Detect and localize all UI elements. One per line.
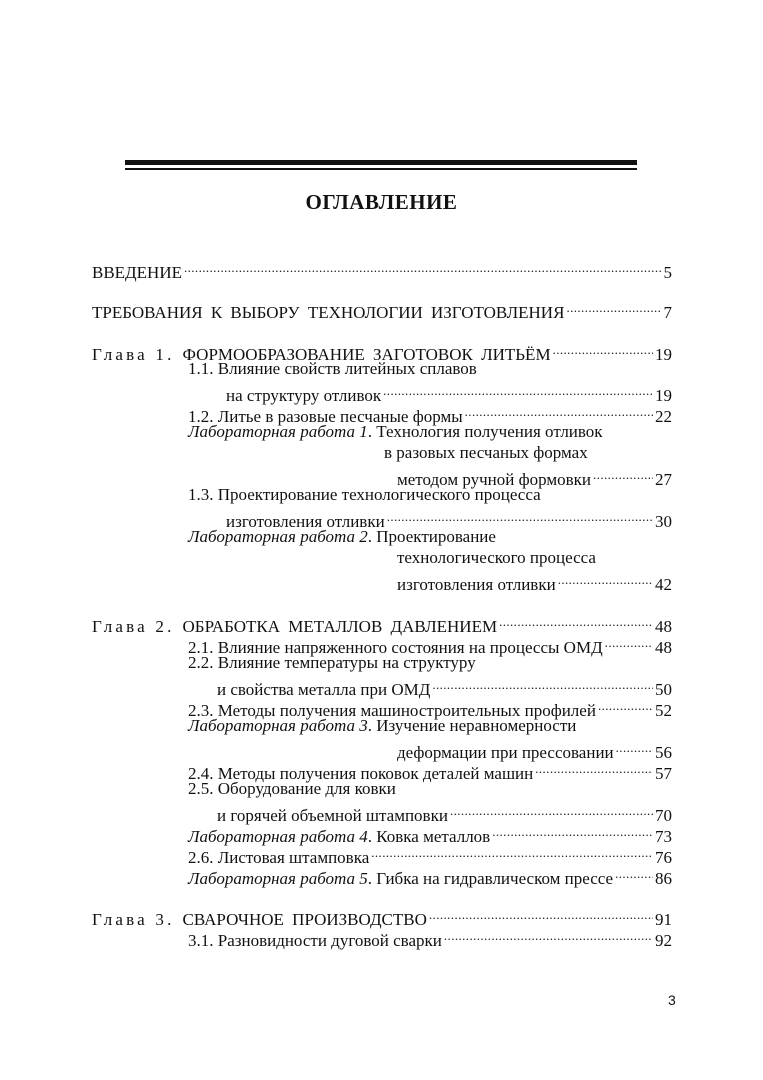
toc-section-1-2[interactable]: 1.2. Литье в разовые песчаные формы ..... 22	[188, 400, 672, 422]
dot-leader	[605, 631, 653, 653]
toc-entry-requirements[interactable]: ТРЕБОВАНИЯ К ВЫБОРУ ТЕХНОЛОГИИ ИЗГОТОВЛЕНИЯ ..... 7	[92, 296, 672, 318]
dot-leader	[383, 379, 653, 401]
dot-leader	[598, 694, 653, 716]
toc-lab-2[interactable]: изготовления отливки ..... 42	[397, 568, 672, 590]
dot-leader	[553, 338, 653, 360]
toc-lab-3-line1[interactable]: Лабораторная работа 3. Изучение неравномерности	[188, 716, 577, 735]
dot-leader	[432, 673, 653, 695]
dot-leader	[616, 736, 653, 758]
toc-section-2-1[interactable]: 2.1. Влияние напряженного состояния на процессы ОМД ..... 48	[188, 631, 672, 653]
toc-chapter-2[interactable]: Глава 2. ОБРАБОТКА МЕТАЛЛОВ ДАВЛЕНИЕМ ..... 48	[92, 610, 672, 632]
dot-leader	[371, 841, 653, 863]
chapter-label: Глава 2.	[92, 617, 175, 636]
dot-leader	[593, 463, 653, 485]
dot-leader	[615, 862, 653, 884]
dot-leader	[558, 568, 653, 590]
dot-leader	[566, 296, 661, 318]
toc-section-1-3-line1[interactable]: 1.3. Проектирование технологического процесса	[188, 485, 541, 504]
top-rule-thick	[125, 160, 637, 165]
dot-leader	[465, 400, 653, 422]
toc-lab-2-line2: технологического процесса	[397, 548, 596, 567]
toc-lab-3[interactable]: деформации при прессовании ..... 56	[397, 736, 672, 758]
toc-section-2-6[interactable]: 2.6. Листовая штамповка ..... 76	[188, 841, 672, 863]
lab-label: Лабораторная работа 1	[188, 422, 368, 441]
toc-lab-4[interactable]: Лабораторная работа 4 . Ковка металлов ..... 73	[188, 820, 672, 842]
toc-section-1-1-line1[interactable]: 1.1. Влияние свойств литейных сплавов	[188, 359, 477, 378]
dot-leader	[184, 256, 662, 278]
toc-section-2-2[interactable]: и свойства металла при ОМД ..... 50	[217, 673, 672, 695]
lab-label: Лабораторная работа 5	[188, 869, 368, 888]
toc-lab-5[interactable]: Лабораторная работа 5 . Гибка на гидравлическом прессе ..... 86	[188, 862, 672, 884]
toc-section-2-2-line1[interactable]: 2.2. Влияние температуры на структуру	[188, 653, 476, 672]
top-rule-thin	[125, 168, 637, 170]
toc-lab-2-line1[interactable]: Лабораторная работа 2. Проектирование	[188, 527, 496, 546]
page-number: 3	[668, 992, 676, 1008]
toc-lab-1[interactable]: методом ручной формовки ..... 27	[397, 463, 672, 485]
dot-leader	[450, 799, 653, 821]
lab-label: Лабораторная работа 2	[188, 527, 368, 546]
toc-chapter-1[interactable]: Глава 1. ФОРМООБРАЗОВАНИЕ ЗАГОТОВОК ЛИТЬЁМ ..... 19	[92, 338, 672, 360]
lab-label: Лабораторная работа 4	[188, 827, 368, 846]
dot-leader	[492, 820, 653, 842]
dot-leader	[444, 924, 653, 946]
toc-section-2-5-line1[interactable]: 2.5. Оборудование для ковки	[188, 779, 396, 798]
dot-leader	[499, 610, 653, 632]
toc-section-1-1[interactable]: на структуру отливок ..... 19	[226, 379, 672, 401]
toc-lab-1-line2: в разовых песчаных формах	[384, 443, 588, 462]
page-title: ОГЛАВЛЕНИЕ	[305, 190, 458, 214]
dot-leader	[387, 505, 653, 527]
toc-section-2-3[interactable]: 2.3. Методы получения машиностроительных профилей ..... 52	[188, 694, 672, 716]
toc-chapter-3[interactable]: Глава 3. СВАРОЧНОЕ ПРОИЗВОДСТВО ..... 91	[92, 903, 672, 925]
toc-section-2-5[interactable]: и горячей объемной штамповки ..... 70	[217, 799, 672, 821]
toc-section-3-1[interactable]: 3.1. Разновидности дуговой сварки ..... 92	[188, 924, 672, 946]
lab-label: Лабораторная работа 3	[188, 716, 368, 735]
chapter-label: Глава 3.	[92, 910, 175, 929]
toc-lab-1-line1[interactable]: Лабораторная работа 1. Технология получения отливок	[188, 422, 603, 441]
dot-leader	[535, 757, 653, 779]
toc-section-2-4[interactable]: 2.4. Методы получения поковок деталей машин ..... 57	[188, 757, 672, 779]
chapter-label: Глава 1.	[92, 345, 175, 364]
toc-entry-intro[interactable]: ВВЕДЕНИЕ ..... 5	[92, 256, 672, 278]
toc-section-1-3[interactable]: изготовления отливки ..... 30	[226, 505, 672, 527]
dot-leader	[429, 903, 653, 925]
